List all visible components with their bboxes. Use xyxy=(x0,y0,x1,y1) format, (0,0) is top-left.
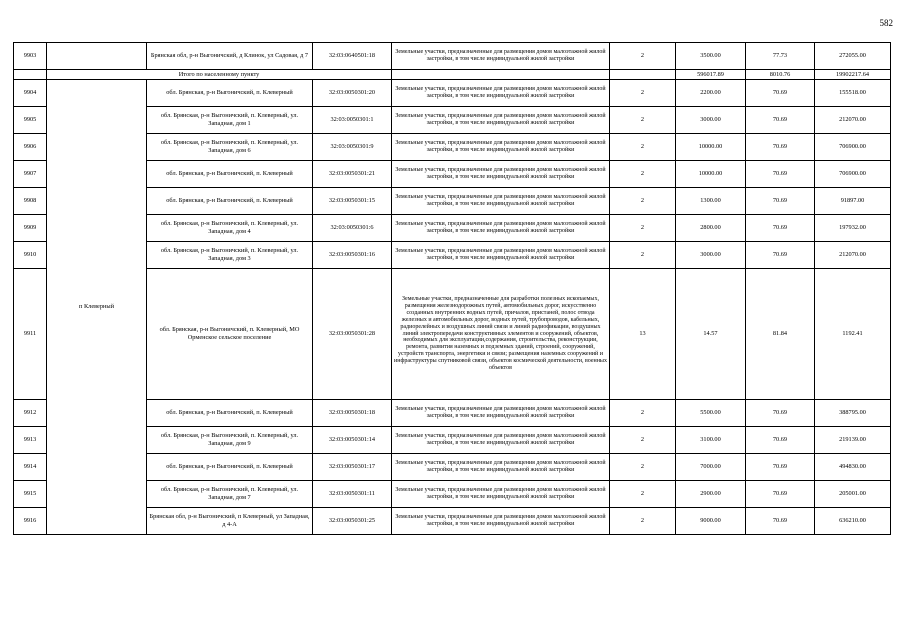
cadastral-number-cell: 32:03:0050301:15 xyxy=(313,188,392,215)
area-cell: 9000.00 xyxy=(676,508,746,535)
group-cell: 2 xyxy=(610,80,676,107)
locality-cell xyxy=(47,43,147,70)
value-cell: 212070.00 xyxy=(815,242,891,269)
land-use-cell: Земельные участки, предназначенные для размещения домов малоэтажной жилой застройки, в том числе индивидуальной жилой застройки xyxy=(392,454,610,481)
address-cell: обл. Брянская, р-н Выгоничский, п. Клеверный xyxy=(147,188,313,215)
rate-cell: 70.69 xyxy=(746,400,815,427)
rate-cell: 77.73 xyxy=(746,43,815,70)
address-cell: обл. Брянская, р-н Выгоничский, п. Клеверный, ул. Западная, дом 1 xyxy=(147,107,313,134)
area-cell: 10000.00 xyxy=(676,161,746,188)
address-cell: обл. Брянская, р-н Выгоничский, п. Клеверный xyxy=(147,161,313,188)
land-use-cell: Земельные участки, предназначенные для размещения домов малоэтажной жилой застройки, в том числе индивидуальной жилой застройки xyxy=(392,400,610,427)
land-use-cell: Земельные участки, предназначенные для размещения домов малоэтажной жилой застройки, в том числе индивидуальной жилой застройки xyxy=(392,481,610,508)
cadastral-number-cell: 32:03:0640501:18 xyxy=(313,43,392,70)
land-use-cell: Земельные участки, предназначенные для размещения домов малоэтажной жилой застройки, в том числе индивидуальной жилой застройки xyxy=(392,215,610,242)
group-cell: 2 xyxy=(610,400,676,427)
land-use-cell: Земельные участки, предназначенные для размещения домов малоэтажной жилой застройки, в том числе индивидуальной жилой застройки xyxy=(392,188,610,215)
land-use-cell: Земельные участки, предназначенные для разработки полезных ископаемых, размещения железнодорожных путей, автомобильных дорог, искусственно созданных внутренних водных путей, причалов, пристаней, полос отвода железных и автомобильных дорог, водных путей, трубопроводов, кабельных, радиорелейных и воздушных линий связи и линий радиофикации, воздушных линий электропередачи конструктивных элементов и сооружений, объектов, необходимых для эксплуатации,содержания, строительства, реконструкции, ремонта, развития наземных и подземных зданий, строений, сооружений, устройств транспорта, энергетики и связи; размещения наземных сооружений и инфраструктуры спутниковой связи, объектов космической деятельности, военных объектов xyxy=(392,269,610,400)
area-cell: 5500.00 xyxy=(676,400,746,427)
cadastral-value-table xyxy=(13,42,891,535)
rate-cell: 70.69 xyxy=(746,188,815,215)
area-cell: 3500.00 xyxy=(676,43,746,70)
area-cell: 2900.00 xyxy=(676,481,746,508)
address-cell: обл. Брянская, р-н Выгоничский, п. Клеверный xyxy=(147,80,313,107)
value-cell: 205001.00 xyxy=(815,481,891,508)
rate-cell: 70.69 xyxy=(746,215,815,242)
address-cell: обл. Брянская, р-н Выгоничский, п. Клеверный, ул. Западная, дом 3 xyxy=(147,242,313,269)
group-cell: 2 xyxy=(610,134,676,161)
group-cell: 2 xyxy=(610,508,676,535)
value-cell: 197932.00 xyxy=(815,215,891,242)
value-cell: 91897.00 xyxy=(815,188,891,215)
area-cell: 1300.00 xyxy=(676,188,746,215)
rate-cell: 70.69 xyxy=(746,481,815,508)
area-cell: 7000.00 xyxy=(676,454,746,481)
cadastral-number-cell: 32:03:0050301:17 xyxy=(313,454,392,481)
row-number: 9907 xyxy=(14,161,47,188)
rate-cell: 81.84 xyxy=(746,269,815,400)
value-cell: 494830.00 xyxy=(815,454,891,481)
cadastral-number-cell: 32:03:0050301:25 xyxy=(313,508,392,535)
locality-cell: п Клеверный xyxy=(47,80,147,535)
cadastral-number-cell: 32:03:0050301:21 xyxy=(313,161,392,188)
value-cell: 272055.00 xyxy=(815,43,891,70)
subtotal-value: 19902217.64 xyxy=(815,70,891,80)
group-cell: 2 xyxy=(610,161,676,188)
value-cell: 219139.00 xyxy=(815,427,891,454)
area-cell: 10000.00 xyxy=(676,134,746,161)
cadastral-number-cell: 32:03:0050301:9 xyxy=(313,134,392,161)
row-number: 9904 xyxy=(14,80,47,107)
value-cell: 636210.00 xyxy=(815,508,891,535)
value-cell: 706900.00 xyxy=(815,161,891,188)
row-number: 9913 xyxy=(14,427,47,454)
value-cell: 706900.00 xyxy=(815,134,891,161)
group-cell: 2 xyxy=(610,427,676,454)
address-cell: обл. Брянская, р-н Выгоничский, п. Клеверный xyxy=(147,454,313,481)
table-row xyxy=(14,80,891,107)
address-cell: обл. Брянская, р-н Выгоничский, п. Клеверный, ул. Западная, дом 7 xyxy=(147,481,313,508)
address-cell: Брянская обл, р-н Выгоничский, п Клеверный, ул Западная, д 4-А xyxy=(147,508,313,535)
table-row xyxy=(14,43,891,70)
cadastral-number-cell: 32:03:0050301:18 xyxy=(313,400,392,427)
subtotal-rate: 8010.76 xyxy=(746,70,815,80)
address-cell: обл. Брянская, р-н Выгоничский, п. Клеверный, МО Орменское сельское поселение xyxy=(147,269,313,400)
address-cell: обл. Брянская, р-н Выгоничский, п. Клеверный, ул. Западная, дом 4 xyxy=(147,215,313,242)
cadastral-number-cell: 32:03:0050301:20 xyxy=(313,80,392,107)
area-cell: 2800.00 xyxy=(676,215,746,242)
value-cell: 1192.41 xyxy=(815,269,891,400)
rate-cell: 70.69 xyxy=(746,242,815,269)
address-cell: Брянская обл, р-н Выгоничский, д Клинок, ул Садовая, д 7 xyxy=(147,43,313,70)
rate-cell: 70.69 xyxy=(746,454,815,481)
group-cell: 2 xyxy=(610,454,676,481)
cadastral-number-cell: 32:03:0050301:1 xyxy=(313,107,392,134)
area-cell: 2200.00 xyxy=(676,80,746,107)
row-number: 9910 xyxy=(14,242,47,269)
row-number: 9908 xyxy=(14,188,47,215)
area-cell: 14.57 xyxy=(676,269,746,400)
row-number: 9909 xyxy=(14,215,47,242)
rate-cell: 70.69 xyxy=(746,427,815,454)
group-cell: 2 xyxy=(610,481,676,508)
land-use-cell: Земельные участки, предназначенные для размещения домов малоэтажной жилой застройки, в том числе индивидуальной жилой застройки xyxy=(392,161,610,188)
land-use-cell: Земельные участки, предназначенные для размещения домов малоэтажной жилой застройки, в том числе индивидуальной жилой застройки xyxy=(392,107,610,134)
rate-cell: 70.69 xyxy=(746,161,815,188)
row-number: 9906 xyxy=(14,134,47,161)
subtotal-area: 596017.89 xyxy=(676,70,746,80)
land-use-cell: Земельные участки, предназначенные для размещения домов малоэтажной жилой застройки, в том числе индивидуальной жилой застройки xyxy=(392,43,610,70)
row-number: 9903 xyxy=(14,43,47,70)
land-use-cell: Земельные участки, предназначенные для размещения домов малоэтажной жилой застройки, в том числе индивидуальной жилой застройки xyxy=(392,80,610,107)
address-cell: обл. Брянская, р-н Выгоничский, п. Клеверный xyxy=(147,400,313,427)
subtotal-row xyxy=(14,70,891,80)
cadastral-number-cell: 32:03:0050301:6 xyxy=(313,215,392,242)
row-number: 9916 xyxy=(14,508,47,535)
area-cell: 3100.00 xyxy=(676,427,746,454)
cadastral-number-cell: 32:03:0050301:16 xyxy=(313,242,392,269)
value-cell: 388795.00 xyxy=(815,400,891,427)
group-cell: 2 xyxy=(610,43,676,70)
page-number: 582 xyxy=(879,18,893,28)
address-cell: обл. Брянская, р-н Выгоничский, п. Клеверный, ул. Западная, дом 9 xyxy=(147,427,313,454)
row-number: 9915 xyxy=(14,481,47,508)
row-number: 9905 xyxy=(14,107,47,134)
row-number: 9914 xyxy=(14,454,47,481)
group-cell: 2 xyxy=(610,215,676,242)
rate-cell: 70.69 xyxy=(746,134,815,161)
row-number: 9912 xyxy=(14,400,47,427)
land-use-cell: Земельные участки, предназначенные для размещения домов малоэтажной жилой застройки, в том числе индивидуальной жилой застройки xyxy=(392,508,610,535)
row-number: 9911 xyxy=(14,269,47,400)
rate-cell: 70.69 xyxy=(746,107,815,134)
land-use-cell: Земельные участки, предназначенные для размещения домов малоэтажной жилой застройки, в том числе индивидуальной жилой застройки xyxy=(392,427,610,454)
land-use-cell: Земельные участки, предназначенные для размещения домов малоэтажной жилой застройки, в том числе индивидуальной жилой застройки xyxy=(392,134,610,161)
group-cell: 13 xyxy=(610,269,676,400)
land-use-cell: Земельные участки, предназначенные для размещения домов малоэтажной жилой застройки, в том числе индивидуальной жилой застройки xyxy=(392,242,610,269)
rate-cell: 70.69 xyxy=(746,508,815,535)
group-cell: 2 xyxy=(610,188,676,215)
value-cell: 212070.00 xyxy=(815,107,891,134)
rate-cell: 70.69 xyxy=(746,80,815,107)
subtotal-label: Итого по населенному пункту xyxy=(47,70,392,80)
cadastral-number-cell: 32:03:0050301:14 xyxy=(313,427,392,454)
group-cell: 2 xyxy=(610,242,676,269)
area-cell: 3000.00 xyxy=(676,242,746,269)
group-cell: 2 xyxy=(610,107,676,134)
value-cell: 155518.00 xyxy=(815,80,891,107)
cadastral-number-cell: 32:03:0050301:28 xyxy=(313,269,392,400)
address-cell: обл. Брянская, р-н Выгоничский, п. Клеверный, ул. Западная, дом 6 xyxy=(147,134,313,161)
area-cell: 3000.00 xyxy=(676,107,746,134)
cadastral-number-cell: 32:03:0050301:11 xyxy=(313,481,392,508)
